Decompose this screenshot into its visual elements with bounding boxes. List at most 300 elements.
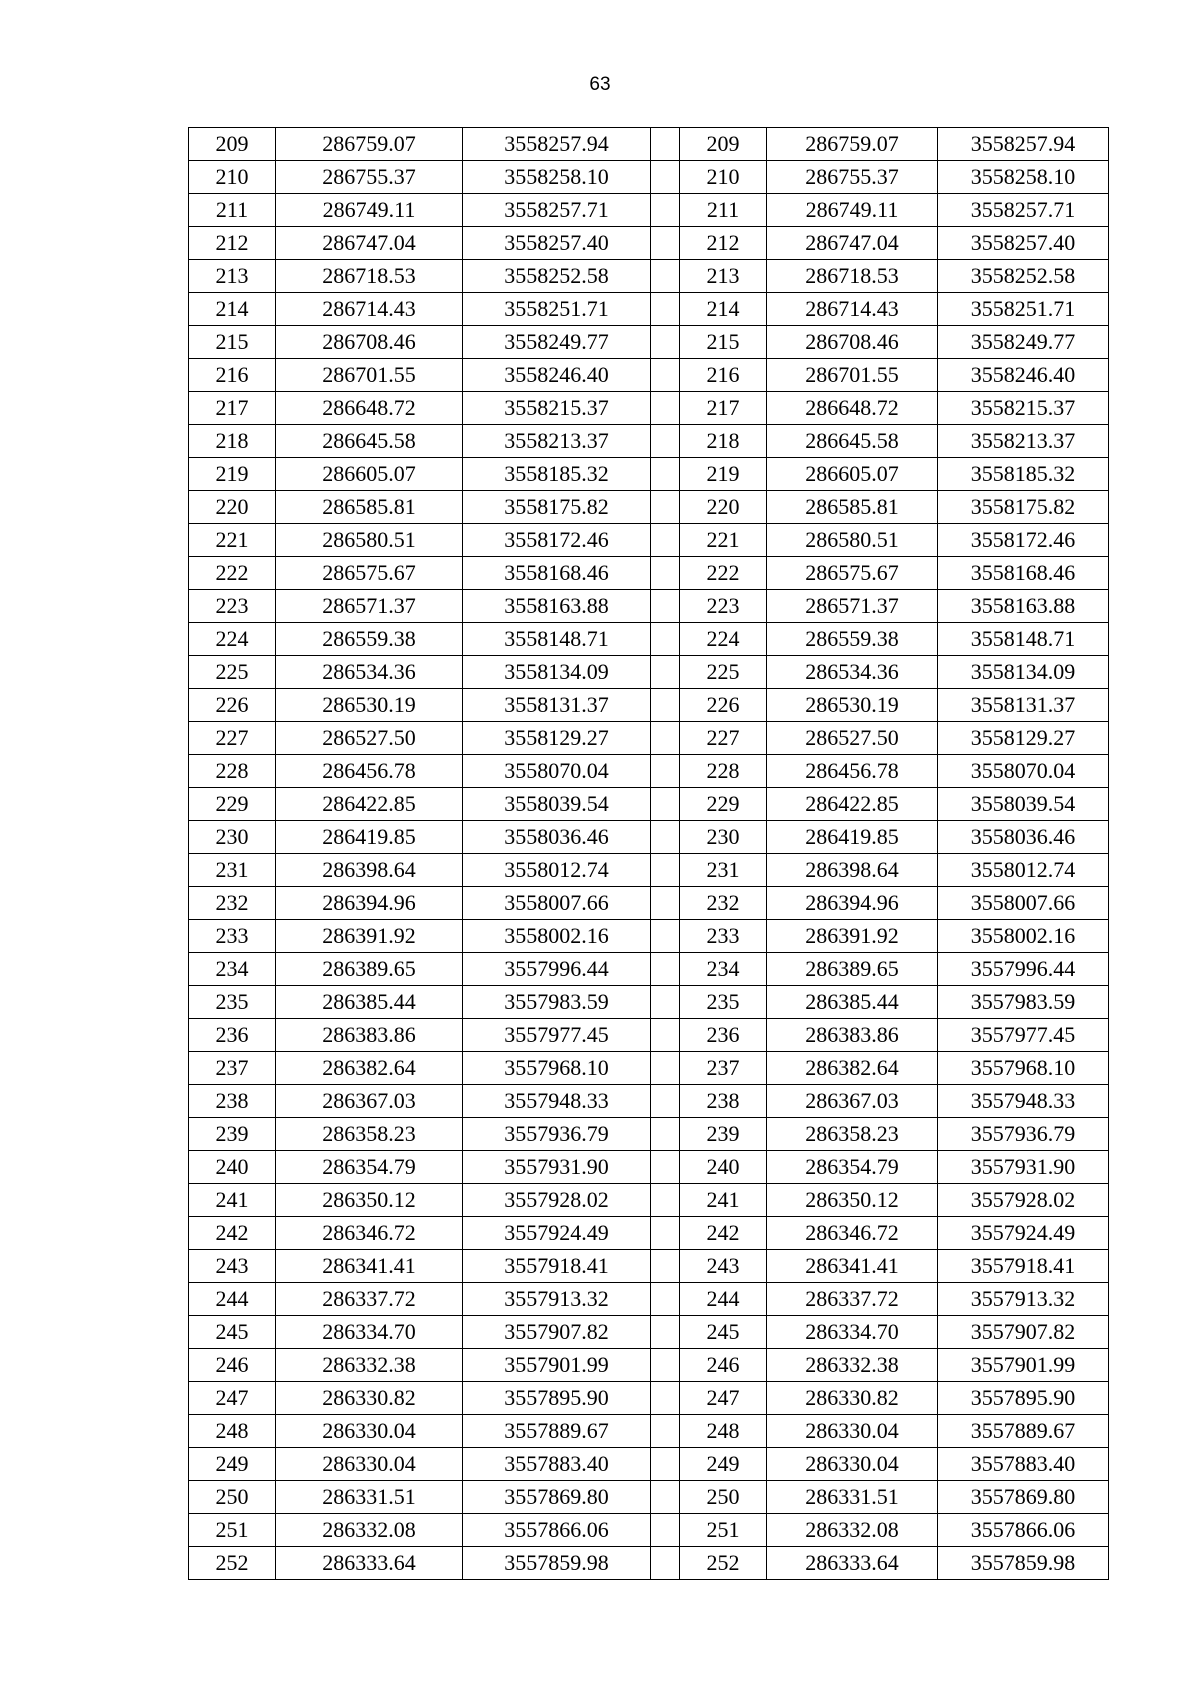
point-number-cell: 238: [680, 1085, 767, 1118]
point-number-cell: 243: [189, 1250, 276, 1283]
y-coordinate-cell: 3557859.98: [938, 1547, 1109, 1580]
x-coordinate-cell: 286367.03: [767, 1085, 938, 1118]
empty-separator-cell: [651, 293, 680, 326]
x-coordinate-cell: 286755.37: [276, 161, 463, 194]
y-coordinate-cell: 3557883.40: [938, 1448, 1109, 1481]
table-row: [189, 689, 1109, 722]
x-coordinate-cell: 286330.82: [276, 1382, 463, 1415]
point-number-cell: 244: [189, 1283, 276, 1316]
point-number-cell: 214: [189, 293, 276, 326]
y-coordinate-cell: 3558168.46: [938, 557, 1109, 590]
x-coordinate-cell: 286527.50: [276, 722, 463, 755]
table-row: [189, 1118, 1109, 1151]
x-coordinate-cell: 286354.79: [767, 1151, 938, 1184]
point-number-cell: 237: [189, 1052, 276, 1085]
y-coordinate-cell: 3558070.04: [938, 755, 1109, 788]
table-row: [189, 1283, 1109, 1316]
point-number-cell: 251: [189, 1514, 276, 1547]
x-coordinate-cell: 286645.58: [767, 425, 938, 458]
table-row: [189, 458, 1109, 491]
x-coordinate-cell: 286382.64: [767, 1052, 938, 1085]
empty-separator-cell: [651, 524, 680, 557]
point-number-cell: 245: [680, 1316, 767, 1349]
x-coordinate-cell: 286708.46: [276, 326, 463, 359]
x-coordinate-cell: 286645.58: [276, 425, 463, 458]
y-coordinate-cell: 3558213.37: [463, 425, 651, 458]
y-coordinate-cell: 3557936.79: [938, 1118, 1109, 1151]
table-row: [189, 491, 1109, 524]
x-coordinate-cell: 286332.08: [767, 1514, 938, 1547]
y-coordinate-cell: 3558215.37: [938, 392, 1109, 425]
empty-separator-cell: [651, 887, 680, 920]
empty-separator-cell: [651, 1118, 680, 1151]
y-coordinate-cell: 3557968.10: [938, 1052, 1109, 1085]
x-coordinate-cell: 286605.07: [276, 458, 463, 491]
y-coordinate-cell: 3558258.10: [938, 161, 1109, 194]
table-row: [189, 1217, 1109, 1250]
empty-separator-cell: [651, 1415, 680, 1448]
y-coordinate-cell: 3557907.82: [463, 1316, 651, 1349]
y-coordinate-cell: 3557948.33: [463, 1085, 651, 1118]
table-row: [189, 227, 1109, 260]
x-coordinate-cell: 286330.04: [767, 1448, 938, 1481]
y-coordinate-cell: 3558039.54: [938, 788, 1109, 821]
x-coordinate-cell: 286422.85: [767, 788, 938, 821]
y-coordinate-cell: 3557883.40: [463, 1448, 651, 1481]
point-number-cell: 241: [189, 1184, 276, 1217]
empty-separator-cell: [651, 1283, 680, 1316]
x-coordinate-cell: 286701.55: [276, 359, 463, 392]
x-coordinate-cell: 286422.85: [276, 788, 463, 821]
y-coordinate-cell: 3557889.67: [463, 1415, 651, 1448]
point-number-cell: 245: [189, 1316, 276, 1349]
x-coordinate-cell: 286346.72: [276, 1217, 463, 1250]
x-coordinate-cell: 286391.92: [276, 920, 463, 953]
x-coordinate-cell: 286749.11: [767, 194, 938, 227]
empty-separator-cell: [651, 623, 680, 656]
y-coordinate-cell: 3558246.40: [463, 359, 651, 392]
x-coordinate-cell: 286334.70: [276, 1316, 463, 1349]
empty-separator-cell: [651, 1349, 680, 1382]
x-coordinate-cell: 286755.37: [767, 161, 938, 194]
empty-separator-cell: [651, 491, 680, 524]
point-number-cell: 223: [680, 590, 767, 623]
y-coordinate-cell: 3558249.77: [938, 326, 1109, 359]
table-row: [189, 1514, 1109, 1547]
point-number-cell: 231: [680, 854, 767, 887]
point-number-cell: 224: [189, 623, 276, 656]
table-row: [189, 656, 1109, 689]
table-row: [189, 1316, 1109, 1349]
table-row: [189, 1415, 1109, 1448]
table-row: [189, 128, 1109, 161]
table-row: [189, 194, 1109, 227]
x-coordinate-cell: 286341.41: [276, 1250, 463, 1283]
empty-separator-cell: [651, 425, 680, 458]
empty-separator-cell: [651, 1184, 680, 1217]
y-coordinate-cell: 3558175.82: [938, 491, 1109, 524]
point-number-cell: 213: [189, 260, 276, 293]
y-coordinate-cell: 3558148.71: [938, 623, 1109, 656]
y-coordinate-cell: 3558129.27: [463, 722, 651, 755]
table-row: [189, 920, 1109, 953]
y-coordinate-cell: 3557977.45: [938, 1019, 1109, 1052]
point-number-cell: 216: [680, 359, 767, 392]
x-coordinate-cell: 286708.46: [767, 326, 938, 359]
y-coordinate-cell: 3558129.27: [938, 722, 1109, 755]
x-coordinate-cell: 286559.38: [767, 623, 938, 656]
point-number-cell: 219: [189, 458, 276, 491]
empty-separator-cell: [651, 1481, 680, 1514]
empty-separator-cell: [651, 1052, 680, 1085]
empty-separator-cell: [651, 1382, 680, 1415]
point-number-cell: 212: [680, 227, 767, 260]
x-coordinate-cell: 286605.07: [767, 458, 938, 491]
x-coordinate-cell: 286350.12: [276, 1184, 463, 1217]
y-coordinate-cell: 3557918.41: [463, 1250, 651, 1283]
y-coordinate-cell: 3557924.49: [938, 1217, 1109, 1250]
y-coordinate-cell: 3557866.06: [938, 1514, 1109, 1547]
x-coordinate-cell: 286385.44: [767, 986, 938, 1019]
x-coordinate-cell: 286333.64: [767, 1547, 938, 1580]
empty-separator-cell: [651, 854, 680, 887]
y-coordinate-cell: 3557996.44: [938, 953, 1109, 986]
y-coordinate-cell: 3557901.99: [463, 1349, 651, 1382]
point-number-cell: 229: [189, 788, 276, 821]
point-number-cell: 226: [189, 689, 276, 722]
y-coordinate-cell: 3558036.46: [938, 821, 1109, 854]
empty-separator-cell: [651, 557, 680, 590]
x-coordinate-cell: 286331.51: [767, 1481, 938, 1514]
x-coordinate-cell: 286571.37: [767, 590, 938, 623]
x-coordinate-cell: 286530.19: [767, 689, 938, 722]
y-coordinate-cell: 3558246.40: [938, 359, 1109, 392]
table-row: [189, 557, 1109, 590]
empty-separator-cell: [651, 722, 680, 755]
point-number-cell: 230: [189, 821, 276, 854]
point-number-cell: 250: [189, 1481, 276, 1514]
y-coordinate-cell: 3558257.40: [463, 227, 651, 260]
y-coordinate-cell: 3557869.80: [938, 1481, 1109, 1514]
table-row: [189, 260, 1109, 293]
point-number-cell: 221: [189, 524, 276, 557]
table-row: [189, 1382, 1109, 1415]
point-number-cell: 231: [189, 854, 276, 887]
point-number-cell: 217: [189, 392, 276, 425]
y-coordinate-cell: 3557977.45: [463, 1019, 651, 1052]
x-coordinate-cell: 286759.07: [276, 128, 463, 161]
y-coordinate-cell: 3558134.09: [938, 656, 1109, 689]
y-coordinate-cell: 3557948.33: [938, 1085, 1109, 1118]
y-coordinate-cell: 3557889.67: [938, 1415, 1109, 1448]
x-coordinate-cell: 286354.79: [276, 1151, 463, 1184]
y-coordinate-cell: 3557913.32: [463, 1283, 651, 1316]
point-number-cell: 247: [189, 1382, 276, 1415]
y-coordinate-cell: 3558002.16: [463, 920, 651, 953]
y-coordinate-cell: 3557924.49: [463, 1217, 651, 1250]
y-coordinate-cell: 3558252.58: [938, 260, 1109, 293]
point-number-cell: 232: [680, 887, 767, 920]
x-coordinate-cell: 286337.72: [276, 1283, 463, 1316]
coordinate-table-body: [189, 128, 1109, 1580]
y-coordinate-cell: 3557918.41: [938, 1250, 1109, 1283]
y-coordinate-cell: 3557983.59: [463, 986, 651, 1019]
empty-separator-cell: [651, 1085, 680, 1118]
empty-separator-cell: [651, 920, 680, 953]
point-number-cell: 225: [680, 656, 767, 689]
x-coordinate-cell: 286559.38: [276, 623, 463, 656]
point-number-cell: 218: [189, 425, 276, 458]
point-number-cell: 222: [189, 557, 276, 590]
point-number-cell: 249: [680, 1448, 767, 1481]
x-coordinate-cell: 286389.65: [767, 953, 938, 986]
point-number-cell: 247: [680, 1382, 767, 1415]
table-row: [189, 788, 1109, 821]
point-number-cell: 211: [189, 194, 276, 227]
point-number-cell: 243: [680, 1250, 767, 1283]
y-coordinate-cell: 3558251.71: [938, 293, 1109, 326]
point-number-cell: 228: [189, 755, 276, 788]
y-coordinate-cell: 3557996.44: [463, 953, 651, 986]
table-row: [189, 1019, 1109, 1052]
x-coordinate-cell: 286383.86: [767, 1019, 938, 1052]
point-number-cell: 232: [189, 887, 276, 920]
y-coordinate-cell: 3558007.66: [463, 887, 651, 920]
point-number-cell: 233: [680, 920, 767, 953]
y-coordinate-cell: 3558258.10: [463, 161, 651, 194]
table-row: [189, 1481, 1109, 1514]
empty-separator-cell: [651, 1217, 680, 1250]
empty-separator-cell: [651, 1316, 680, 1349]
y-coordinate-cell: 3557895.90: [463, 1382, 651, 1415]
point-number-cell: 227: [189, 722, 276, 755]
x-coordinate-cell: 286419.85: [767, 821, 938, 854]
x-coordinate-cell: 286456.78: [767, 755, 938, 788]
empty-separator-cell: [651, 1514, 680, 1547]
x-coordinate-cell: 286718.53: [767, 260, 938, 293]
y-coordinate-cell: 3558163.88: [938, 590, 1109, 623]
empty-separator-cell: [651, 359, 680, 392]
x-coordinate-cell: 286714.43: [276, 293, 463, 326]
x-coordinate-cell: 286456.78: [276, 755, 463, 788]
x-coordinate-cell: 286330.04: [276, 1448, 463, 1481]
point-number-cell: 226: [680, 689, 767, 722]
point-number-cell: 252: [680, 1547, 767, 1580]
x-coordinate-cell: 286389.65: [276, 953, 463, 986]
point-number-cell: 212: [189, 227, 276, 260]
y-coordinate-cell: 3558012.74: [938, 854, 1109, 887]
table-row: [189, 1052, 1109, 1085]
y-coordinate-cell: 3558252.58: [463, 260, 651, 293]
table-row: [189, 524, 1109, 557]
table-row: [189, 293, 1109, 326]
y-coordinate-cell: 3558012.74: [463, 854, 651, 887]
x-coordinate-cell: 286333.64: [276, 1547, 463, 1580]
y-coordinate-cell: 3558172.46: [463, 524, 651, 557]
point-number-cell: 217: [680, 392, 767, 425]
y-coordinate-cell: 3557928.02: [463, 1184, 651, 1217]
empty-separator-cell: [651, 1151, 680, 1184]
table-row: [189, 1250, 1109, 1283]
x-coordinate-cell: 286718.53: [276, 260, 463, 293]
point-number-cell: 239: [680, 1118, 767, 1151]
x-coordinate-cell: 286332.38: [767, 1349, 938, 1382]
empty-separator-cell: [651, 986, 680, 1019]
y-coordinate-cell: 3557866.06: [463, 1514, 651, 1547]
point-number-cell: 215: [189, 326, 276, 359]
point-number-cell: 241: [680, 1184, 767, 1217]
point-number-cell: 228: [680, 755, 767, 788]
table-row: [189, 1184, 1109, 1217]
y-coordinate-cell: 3558213.37: [938, 425, 1109, 458]
table-row: [189, 1448, 1109, 1481]
point-number-cell: 230: [680, 821, 767, 854]
x-coordinate-cell: 286330.82: [767, 1382, 938, 1415]
point-number-cell: 224: [680, 623, 767, 656]
point-number-cell: 250: [680, 1481, 767, 1514]
table-row: [189, 590, 1109, 623]
empty-separator-cell: [651, 1547, 680, 1580]
point-number-cell: 246: [680, 1349, 767, 1382]
point-number-cell: 249: [189, 1448, 276, 1481]
table-row: [189, 722, 1109, 755]
point-number-cell: 244: [680, 1283, 767, 1316]
y-coordinate-cell: 3558257.40: [938, 227, 1109, 260]
x-coordinate-cell: 286585.81: [767, 491, 938, 524]
y-coordinate-cell: 3558175.82: [463, 491, 651, 524]
x-coordinate-cell: 286358.23: [276, 1118, 463, 1151]
x-coordinate-cell: 286346.72: [767, 1217, 938, 1250]
point-number-cell: 222: [680, 557, 767, 590]
x-coordinate-cell: 286341.41: [767, 1250, 938, 1283]
x-coordinate-cell: 286358.23: [767, 1118, 938, 1151]
point-number-cell: 240: [189, 1151, 276, 1184]
empty-separator-cell: [651, 392, 680, 425]
y-coordinate-cell: 3558251.71: [463, 293, 651, 326]
y-coordinate-cell: 3558039.54: [463, 788, 651, 821]
coordinate-table: [188, 127, 1109, 1580]
y-coordinate-cell: 3558168.46: [463, 557, 651, 590]
y-coordinate-cell: 3558148.71: [463, 623, 651, 656]
point-number-cell: 223: [189, 590, 276, 623]
point-number-cell: 235: [680, 986, 767, 1019]
x-coordinate-cell: 286759.07: [767, 128, 938, 161]
point-number-cell: 213: [680, 260, 767, 293]
point-number-cell: 229: [680, 788, 767, 821]
point-number-cell: 242: [189, 1217, 276, 1250]
point-number-cell: 225: [189, 656, 276, 689]
point-number-cell: 238: [189, 1085, 276, 1118]
y-coordinate-cell: 3558002.16: [938, 920, 1109, 953]
x-coordinate-cell: 286330.04: [767, 1415, 938, 1448]
empty-separator-cell: [651, 1448, 680, 1481]
point-number-cell: 219: [680, 458, 767, 491]
table-row: [189, 392, 1109, 425]
x-coordinate-cell: 286330.04: [276, 1415, 463, 1448]
point-number-cell: 211: [680, 194, 767, 227]
point-number-cell: 246: [189, 1349, 276, 1382]
table-row: [189, 887, 1109, 920]
x-coordinate-cell: 286534.36: [276, 656, 463, 689]
x-coordinate-cell: 286367.03: [276, 1085, 463, 1118]
point-number-cell: 214: [680, 293, 767, 326]
point-number-cell: 239: [189, 1118, 276, 1151]
x-coordinate-cell: 286419.85: [276, 821, 463, 854]
y-coordinate-cell: 3558036.46: [463, 821, 651, 854]
empty-separator-cell: [651, 1250, 680, 1283]
empty-separator-cell: [651, 821, 680, 854]
page-number: 63: [589, 74, 611, 95]
empty-separator-cell: [651, 1019, 680, 1052]
point-number-cell: 216: [189, 359, 276, 392]
point-number-cell: 220: [189, 491, 276, 524]
point-number-cell: 240: [680, 1151, 767, 1184]
empty-separator-cell: [651, 128, 680, 161]
y-coordinate-cell: 3557859.98: [463, 1547, 651, 1580]
empty-separator-cell: [651, 227, 680, 260]
empty-separator-cell: [651, 656, 680, 689]
point-number-cell: 235: [189, 986, 276, 1019]
point-number-cell: 248: [189, 1415, 276, 1448]
empty-separator-cell: [651, 755, 680, 788]
y-coordinate-cell: 3558007.66: [938, 887, 1109, 920]
empty-separator-cell: [651, 326, 680, 359]
y-coordinate-cell: 3557928.02: [938, 1184, 1109, 1217]
x-coordinate-cell: 286527.50: [767, 722, 938, 755]
point-number-cell: 248: [680, 1415, 767, 1448]
point-number-cell: 209: [189, 128, 276, 161]
y-coordinate-cell: 3557936.79: [463, 1118, 651, 1151]
y-coordinate-cell: 3558070.04: [463, 755, 651, 788]
y-coordinate-cell: 3557901.99: [938, 1349, 1109, 1382]
y-coordinate-cell: 3558257.94: [463, 128, 651, 161]
point-number-cell: 233: [189, 920, 276, 953]
x-coordinate-cell: 286580.51: [767, 524, 938, 557]
y-coordinate-cell: 3557869.80: [463, 1481, 651, 1514]
table-row: [189, 986, 1109, 1019]
empty-separator-cell: [651, 788, 680, 821]
y-coordinate-cell: 3557907.82: [938, 1316, 1109, 1349]
y-coordinate-cell: 3557931.90: [938, 1151, 1109, 1184]
x-coordinate-cell: 286571.37: [276, 590, 463, 623]
y-coordinate-cell: 3557931.90: [463, 1151, 651, 1184]
point-number-cell: 234: [189, 953, 276, 986]
point-number-cell: 227: [680, 722, 767, 755]
point-number-cell: 237: [680, 1052, 767, 1085]
x-coordinate-cell: 286747.04: [276, 227, 463, 260]
point-number-cell: 251: [680, 1514, 767, 1547]
empty-separator-cell: [651, 689, 680, 722]
table-row: [189, 854, 1109, 887]
point-number-cell: 252: [189, 1547, 276, 1580]
x-coordinate-cell: 286331.51: [276, 1481, 463, 1514]
empty-separator-cell: [651, 161, 680, 194]
point-number-cell: 242: [680, 1217, 767, 1250]
y-coordinate-cell: 3558257.94: [938, 128, 1109, 161]
point-number-cell: 210: [189, 161, 276, 194]
y-coordinate-cell: 3558257.71: [938, 194, 1109, 227]
table-row: [189, 623, 1109, 656]
table-row: [189, 359, 1109, 392]
x-coordinate-cell: 286585.81: [276, 491, 463, 524]
table-row: [189, 1151, 1109, 1184]
x-coordinate-cell: 286391.92: [767, 920, 938, 953]
y-coordinate-cell: 3558215.37: [463, 392, 651, 425]
y-coordinate-cell: 3558134.09: [463, 656, 651, 689]
y-coordinate-cell: 3557895.90: [938, 1382, 1109, 1415]
empty-separator-cell: [651, 458, 680, 491]
point-number-cell: 236: [189, 1019, 276, 1052]
